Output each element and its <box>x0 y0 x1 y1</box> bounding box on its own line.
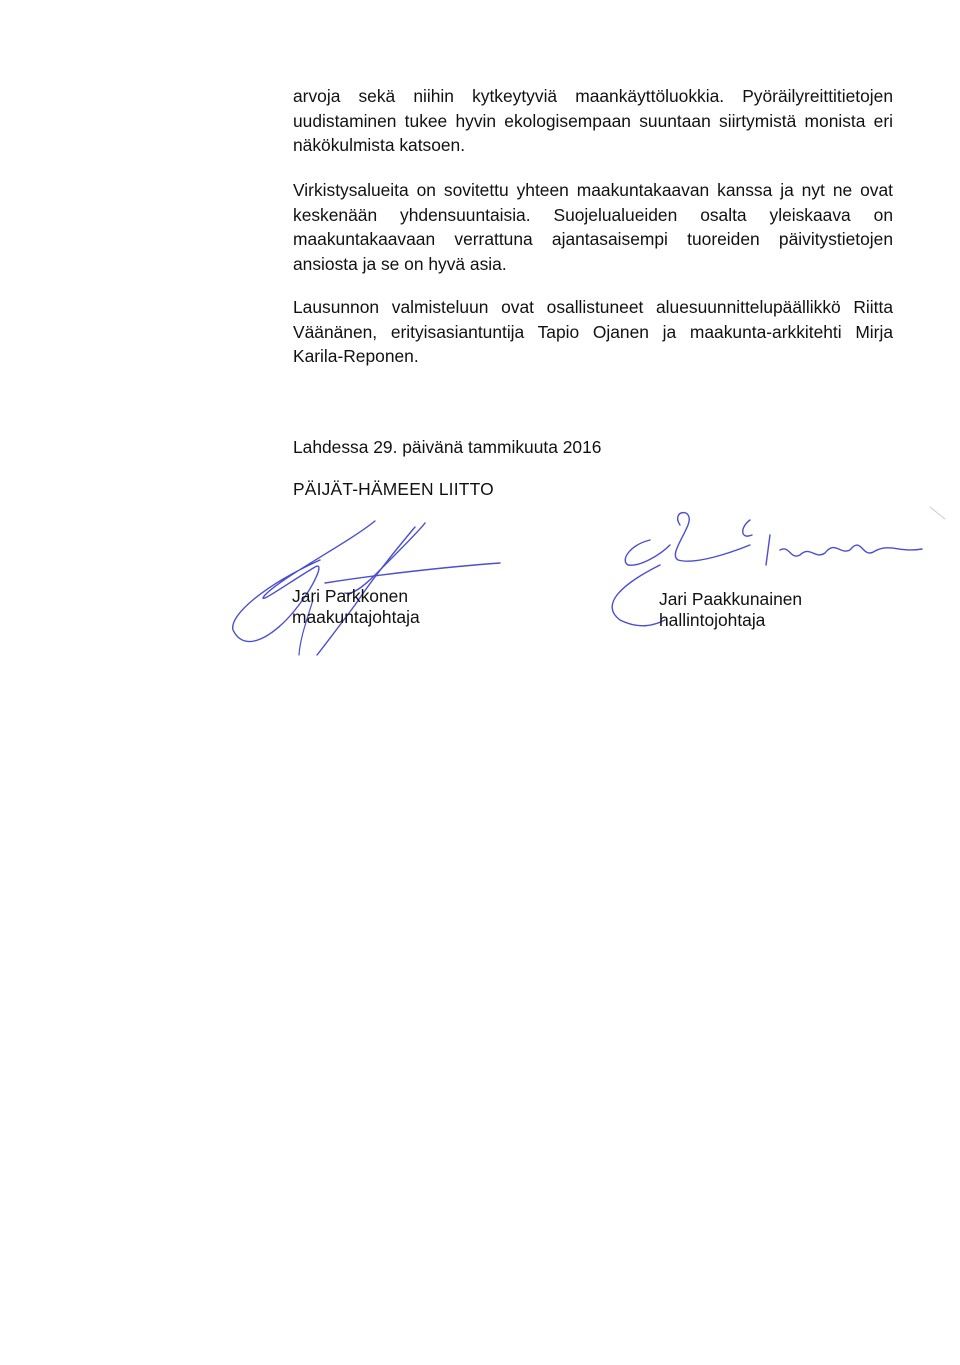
signatory-left <box>292 586 420 628</box>
signatory-left-title: maakuntajohtaja <box>292 607 420 627</box>
paragraph-3: Lausunnon valmisteluun ovat osallistuneet aluesuunnittelupäällikkö Riitta Väänänen, erityisasiantuntija Tapio Ojanen ja maakunta-arkkitehti Mirja Karila-Reponen. <box>293 297 893 366</box>
organization-name: PÄIJÄT-HÄMEEN LIITTO <box>293 479 494 499</box>
signatory-left-name: Jari Parkkonen <box>292 586 408 606</box>
paragraph-2: Virkistysalueita on sovitettu yhteen maakuntakaavan kanssa ja nyt ne ovat keskenään yhdensuuntaisia. Suojelualueiden osalta yleiskaava on maakuntakaavaan verrattuna ajantasaisempi tuoreiden päivitystietojen ansiosta ja se on hyvä asia. <box>293 180 893 274</box>
signatory-right-name: Jari Paakkunainen <box>659 589 803 609</box>
place-and-date: Lahdessa 29. päivänä tammikuuta 2016 <box>293 437 602 457</box>
signatory-right <box>659 589 802 631</box>
signatory-right-title: hallintojohtaja <box>659 610 766 630</box>
paragraph-1: arvoja sekä niihin kytkeytyviä maankäyttöluokkia. Pyöräilyreittitietojen uudistaminen tukee hyvin ekologisempaan suuntaan siirtymistä monista eri näkökulmista katsoen. <box>293 86 893 155</box>
